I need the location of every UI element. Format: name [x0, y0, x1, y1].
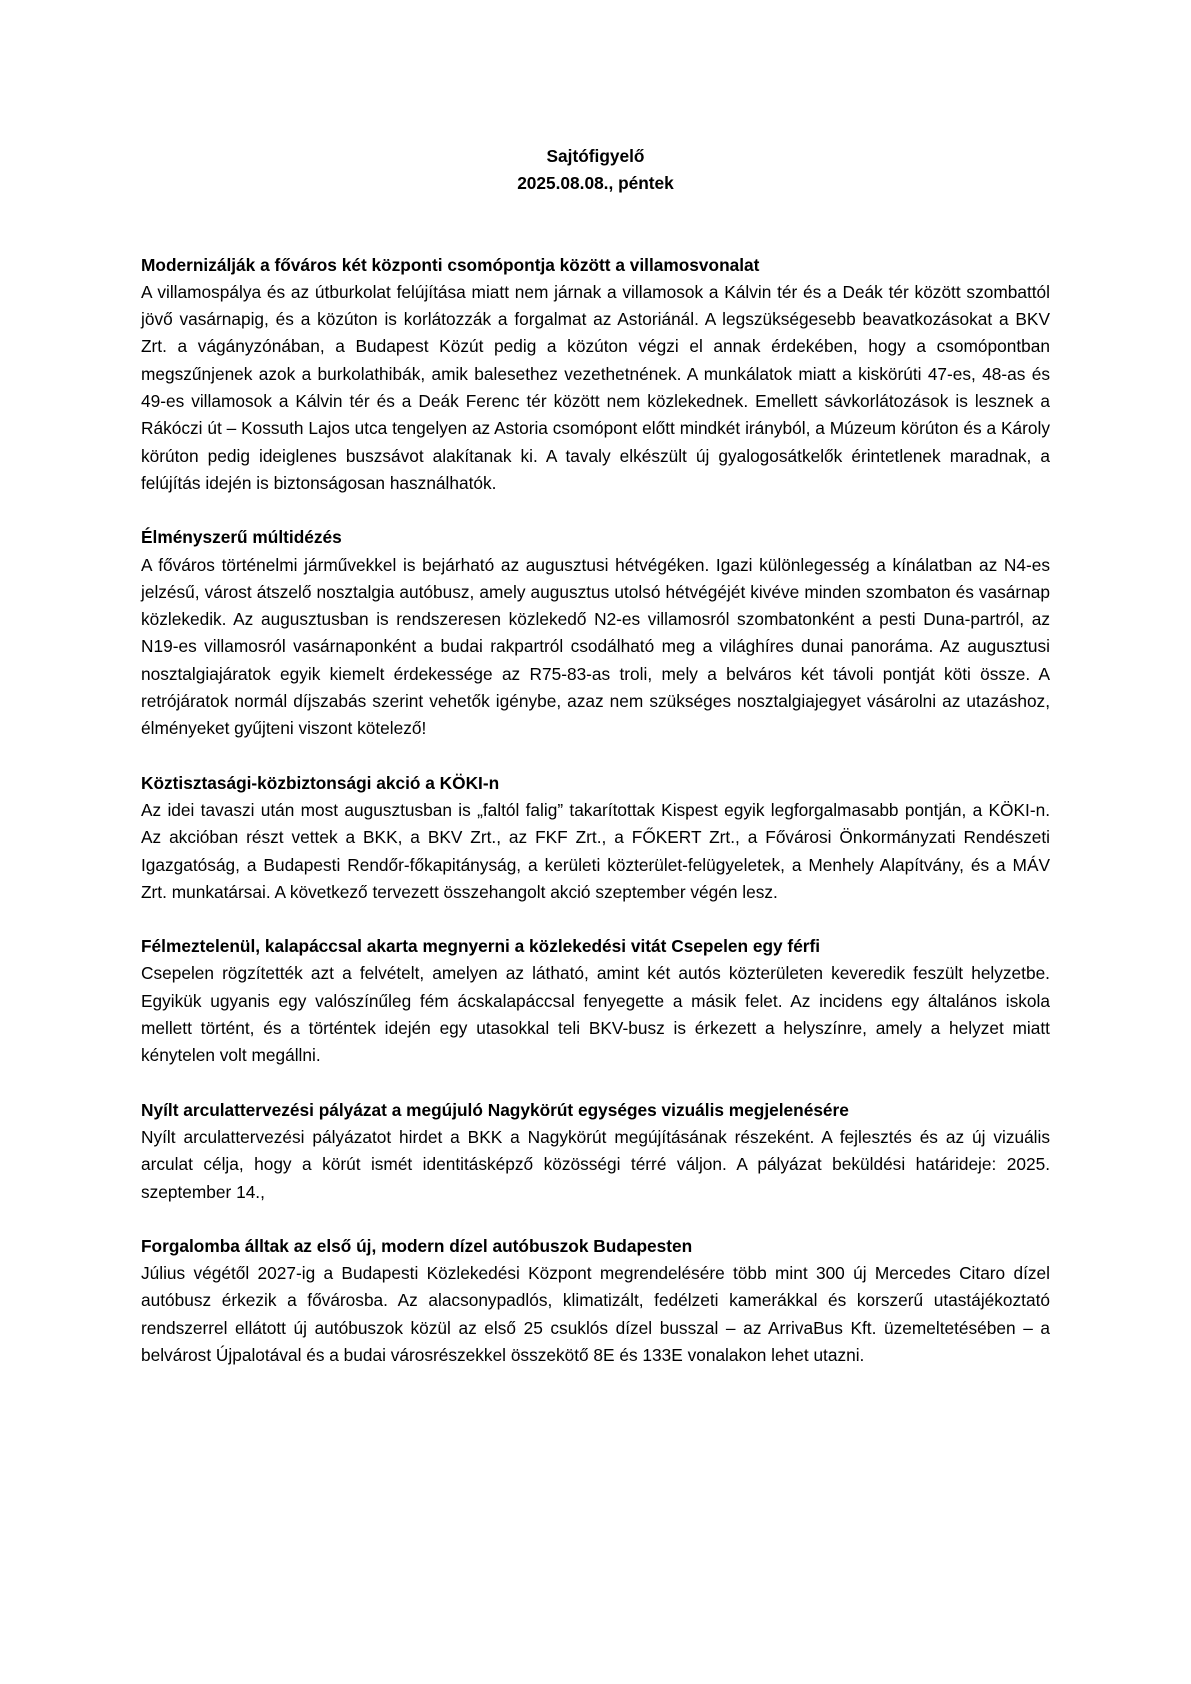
article-koki-cleanup: [141, 770, 1050, 906]
document-header: [141, 143, 1050, 198]
article-body: Csepelen rögzítették azt a felvételt, amelyen az látható, amint két autós közterületen keveredik feszült helyzetbe. Egyikük ugyanis egy valószínűleg fém ácskalapáccsal fenyegette a másik felet. Az incidens egy általános iskola mellett történt, és a történtek idején egy utasokkal teli BKV-busz is érkezett a helyszínre, amely a helyzet miatt kénytelen volt megállni.: [141, 963, 1050, 1066]
article-title: Élményszerű múltidézés: [141, 527, 342, 548]
article-title: Nyílt arculattervezési pályázat a megújuló Nagykörút egységes vizuális megjelenésére: [141, 1099, 849, 1120]
article-title: Modernizálják a főváros két központi csomópontja között a villamosvonalat: [141, 254, 760, 275]
article-body: Július végétől 2027-ig a Budapesti Közlekedési Központ megrendelésére több mint 300 új Mercedes Citaro dízel autóbusz érkezik a fővárosba. Az alacsonypadlós, klimatizált, fedélzeti kamerákkal és korszerű utastájékoztató rendszerrel ellátott új autóbuszok közül az első 25 csuklós dízel busszal – az ArrivaBus Kft. üzemeltetésében – a belvárost Újpalotával és a budai városrészekkel összekötő 8E és 133E vonalakon lehet utazni.: [141, 1263, 1050, 1365]
article-body: A villamospálya és az útburkolat felújítása miatt nem járnak a villamosok a Kálvin tér és a Deák tér között szombattól jövő vasárnapig, és a közúton is korlátozzák a forgalmat az Astoriánál. A legszükségesebb beavatkozásokat a BKV Zrt. a vágányzónában, a Budapest Közút pedig a közúton végzi el annak érdekében, hogy a csomópontban megszűnjenek azok a burkolathibák, amik balesethez vezethetnének. A munkálatok miatt a kiskörúti 47-es, 48-as és 49-es villamosok a Kálvin tér és a Deák Ferenc tér között nem közlekednek. Emellett sávkorlátozások is lesznek a Rákóczi út – Kossuth Lajos utca tengelyen az Astoria csomópont előtt mindkét irányból, a Múzeum körúton és a Károly körúton pedig ideiglenes buszsávot alakítanak ki. A tavaly elkészült új gyalogosátkelők érintetlenek maradnak, a felújítás idején is biztonságosan használhatók.: [141, 281, 1050, 493]
article-body: Nyílt arculattervezési pályázatot hirdet a BKK a Nagykörút megújításának részeként. A fejlesztés és az új vizuális arculat célja, hogy a körút ismét identitásképző közösségi térré váljon. A pályázat beküldési határideje: 2025. szeptember 14.,: [141, 1126, 1050, 1202]
document-date: 2025.08.08., péntek: [517, 173, 674, 194]
document-title: Sajtófigyelő: [546, 146, 645, 166]
article-title: Köztisztasági-közbiztonsági akció a KÖKI-n: [141, 772, 500, 793]
document-content: [141, 143, 1050, 1396]
article-body: Az idei tavaszi után most augusztusban is „faltól falig” takarítottak Kispest egyik legforgalmasabb pontján, a KÖKI-n. Az akcióban részt vettek a BKK, a BKV Zrt., az FKF Zrt., a FŐKERT Zrt., a Fővárosi Önkormányzati Rendészeti Igazgatóság, a Budapesti Rendőr-főkapitányság, a kerületi közterület-felügyeletek, a Menhely Alapítvány, és a MÁV Zrt. munkatársai. A következő tervezett összehangolt akció szeptember végén lesz.: [141, 799, 1050, 902]
article-nostalgia-rides: [141, 524, 1050, 742]
article-list: [141, 252, 1050, 1370]
article-new-diesel-buses: [141, 1233, 1050, 1369]
article-nagykorut-design-tender: [141, 1097, 1050, 1206]
article-title: Félmeztelenül, kalapáccsal akarta megnyerni a közlekedési vitát Csepelen egy férfi: [141, 936, 821, 957]
article-csepel-incident: [141, 933, 1050, 1069]
article-tram-modernization: [141, 252, 1050, 498]
article-body: A főváros történelmi járművekkel is bejárható az augusztusi hétvégéken. Igazi különlegesség a kínálatban az N4-es jelzésű, várost átszelő nosztalgia autóbusz, amely augusztus utolsó hétvégéjét kivéve minden szombaton és vasárnap közlekedik. Az augusztusban is rendszeresen közlekedő N2-es villamosról szombatonként a pesti Duna-partról, az N19-es villamosról vasárnaponként a budai rakpartról csodálható meg a világhíres dunai panoráma. Az augusztusi nosztalgiajáratok egyik kiemelt érdekessége az R75-83-as troli, mely a belváros két távoli pontját köti össze. A retrójáratok normál díjszabás szerint vehetők igénybe, azaz nem szükséges nosztalgiajegyet vásárolni az utazáshoz, élményeket gyűjteni viszont kötelező!: [141, 554, 1050, 739]
article-title: Forgalomba álltak az első új, modern dízel autóbuszok Budapesten: [141, 1235, 693, 1256]
